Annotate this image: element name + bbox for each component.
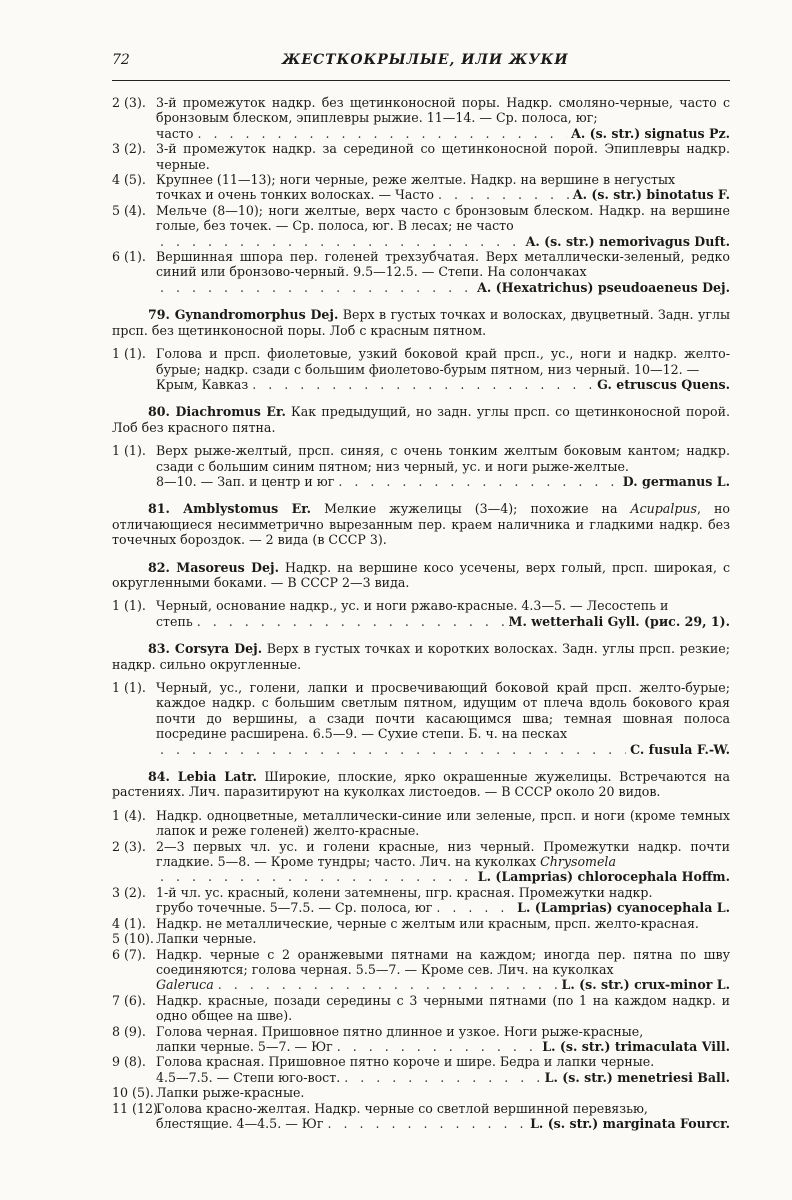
leader-dots xyxy=(160,280,473,295)
couplet-number: 1 (1). xyxy=(112,598,146,614)
couplet-text: Крупнее (11—13); ноги черные, реже желтые. Надкр. на вершине в негустых xyxy=(156,172,676,188)
taxon-prefix: блестящие. 4—4.5. — Юг xyxy=(156,1115,324,1131)
taxon-line xyxy=(156,614,730,629)
couplet-text: Верх рыже-желтый, прсп. синяя, с очень тонким желтым боковым кантом; надкр. сзади с большим синим пятном; низ черный, ус. и ноги рыже-желтые. xyxy=(156,443,730,474)
taxon-prefix: Крым, Кавказ xyxy=(156,376,249,392)
page-header xyxy=(112,52,730,72)
couplet-number: 2 (3). xyxy=(112,838,146,854)
genus-paragraph xyxy=(112,769,730,800)
couplet-text: Лапки черные. xyxy=(156,931,257,947)
taxon-prefix: Galeruca xyxy=(156,977,214,993)
genus-italic: Acupalpus xyxy=(630,501,697,517)
genus-text: Широкие, плоские, ярко окрашенные жужелицы. Встречаются на растениях. Лич. паразитируют на куколках листоедов. — В СССР около 20 видов. xyxy=(112,769,730,800)
taxon-name: A. (s. str.) binotatus F. xyxy=(572,187,730,203)
key-entry xyxy=(112,885,730,916)
key-entry xyxy=(112,346,730,392)
genus-paragraph xyxy=(112,641,730,672)
genus-text: , но отличающиеся несимметрично вырезанным пер. краем наличника и гладкими надкр. без точечных бороздок. — 2 вида (в СССР 3). xyxy=(112,501,730,548)
couplet-number: 11 (12). xyxy=(112,1100,162,1116)
key-entry xyxy=(112,1101,730,1132)
taxon-line xyxy=(156,742,730,757)
genus-text: Мелкие жужелицы (3—4); похожие на xyxy=(311,501,631,517)
leader-dots xyxy=(197,126,567,141)
couplet-text: Надкр. красные, позади середины с 3 черными пятнами (по 1 на каждом надкр. и одно общее на шве). xyxy=(156,992,730,1024)
taxon-prefix: точках и очень тонких волосках. — Часто xyxy=(156,187,434,203)
couplet-text: Черный, ус., голени, лапки и просвечивающий боковой край прсп. желто-бурые; каждое надкр. с большим светлым пятном, идущим от плеча вдоль бокового края почти до вершины, а сзади почти касающимся шва; темная шовная полоса посредине расширена. 6.5—9. — Сухие степи. Б. ч. на песках xyxy=(156,680,730,742)
taxon-line xyxy=(156,1070,730,1085)
genus-text: Как предыдущий, но задн. углы прсп. со щетинконосной порой. Лоб без красного пятна. xyxy=(112,404,730,435)
key-entry xyxy=(112,1085,730,1100)
leader-dots xyxy=(252,377,593,392)
couplet-number: 8 (9). xyxy=(112,1023,146,1039)
taxon-name: L. (s. str.) crux-minor L. xyxy=(561,977,730,993)
key-entry xyxy=(112,141,730,172)
couplet-number: 1 (1). xyxy=(112,443,146,459)
couplet-text: Лапки рыже-красные. xyxy=(156,1085,305,1101)
taxon-name: M. wetterhali Gyll. (рис. 29, 1). xyxy=(508,613,730,629)
taxon-name: A. (s. str.) nemorivagus Duft. xyxy=(525,233,730,249)
key-entry xyxy=(112,947,730,993)
genus-text: Верх в густых точках и волосках, двуцветный. Задн. углы прсп. без щетинконосной поры. Лоб с красным пятном. xyxy=(112,307,730,338)
taxon-line xyxy=(156,377,730,392)
key-entry xyxy=(112,598,730,629)
couplet-text: 1-й чл. ус. красный, колени затемнены, пгр. красная. Промежутки надкр. xyxy=(156,884,653,900)
genus-title: 81. Amblystomus Er. xyxy=(148,501,312,517)
taxon-line xyxy=(156,1039,730,1054)
couplet-number: 3 (2). xyxy=(112,141,146,157)
leader-dots xyxy=(436,900,513,915)
leader-dots xyxy=(338,474,618,489)
couplet-number: 5 (10). xyxy=(112,931,154,947)
key-entry xyxy=(112,1054,730,1085)
taxon-name: G. etruscus Quens. xyxy=(597,376,730,392)
couplet-text: Мельче (8—10); ноги желтые, верх часто с бронзовым блеском. Надкр. на вершине голые, без точек. — Ср. полоса, юг. В лесах; не часто xyxy=(156,202,730,234)
couplet-number: 1 (4). xyxy=(112,807,146,823)
couplet-text: 3-й промежуток надкр. за серединой со щетинконосной порой. Эпиплевры надкр. черные. xyxy=(156,141,730,172)
key-entry xyxy=(112,993,730,1024)
key-entry xyxy=(112,443,730,489)
couplet-number: 7 (6). xyxy=(112,992,146,1008)
taxon-line xyxy=(156,869,730,884)
taxon-line xyxy=(156,900,730,915)
couplet-number: 4 (1). xyxy=(112,915,146,931)
leader-dots xyxy=(337,1039,539,1054)
leader-dots xyxy=(160,869,474,884)
key-entry xyxy=(112,916,730,931)
leader-dots xyxy=(197,614,505,629)
key-entry xyxy=(112,95,730,141)
leader-dots xyxy=(218,977,558,992)
page-number: 72 xyxy=(112,52,130,68)
couplet-text: 2—3 первых чл. ус. и голени красные, низ черный. Промежутки надкр. почти гладкие. 5—8. — Кроме тундры; часто. Лич. на куколках xyxy=(156,838,730,870)
couplet-number: 1 (1). xyxy=(112,346,146,362)
header-rule xyxy=(112,80,730,81)
key-entry xyxy=(112,1024,730,1055)
genus-paragraph xyxy=(112,501,730,547)
couplet-number: 2 (3). xyxy=(112,95,146,110)
genus-title: 84. Lebia Latr. xyxy=(148,769,257,785)
genus-paragraph xyxy=(112,307,730,338)
couplet-text: Голова красно-желтая. Надкр. черные со светлой вершинной перевязью, xyxy=(156,1100,648,1116)
key-entry xyxy=(112,839,730,885)
taxon-name: L. (s. str.) marginata Fourcr. xyxy=(530,1115,730,1131)
couplet-number: 1 (1). xyxy=(112,680,146,695)
taxon-line xyxy=(156,126,730,141)
couplet-number: 3 (2). xyxy=(112,884,146,900)
couplet-text: Голова и прсп. фиолетовые, узкий боковой край прсп., ус., ноги и надкр. желто-бурые; надкр. сзади с большим фиолетово-бурым пятном, низ черный. 10—12. — xyxy=(156,346,730,377)
genus-title: 82. Masoreus Dej. xyxy=(148,559,279,575)
couplet-text: Голова черная. Пришовное пятно длинное и узкое. Ноги рыже-красные, xyxy=(156,1023,644,1039)
genus-text: Надкр. на вершине косо усечены, верх голый, прсп. широкая, с округленными боками. — В СССР 2—3 вида. xyxy=(112,559,730,590)
taxon-line xyxy=(156,1116,730,1131)
leader-dots xyxy=(327,1116,526,1131)
taxon-name: L. (s. str.) trimaculata Vill. xyxy=(542,1038,730,1054)
taxon-line xyxy=(156,977,730,992)
taxon-prefix: лапки черные. 5—7. — Юг xyxy=(156,1038,333,1054)
taxon-line xyxy=(156,280,730,295)
couplet-number: 6 (1). xyxy=(112,249,146,265)
couplet-text: Голова красная. Пришовное пятно короче и шире. Бедра и лапки черные. xyxy=(156,1054,655,1070)
genus-title: 83. Corsyra Dej. xyxy=(148,641,263,657)
couplet-text: Надкр. одноцветные, металлически-синие или зеленые, прсп. и ноги (кроме темных лапок и реже голеней) желто-красные. xyxy=(156,807,730,839)
key-entry xyxy=(112,808,730,839)
genus-paragraph xyxy=(112,560,730,591)
taxon-name: A. (s. str.) signatus Pz. xyxy=(571,125,730,141)
taxon-prefix: степь xyxy=(156,613,193,629)
couplet-text: Надкр. черные с 2 оранжевыми пятнами на каждом; иногда пер. пятна по шву соединяются; голова черная. 5.5—7. — Кроме сев. Лич. на куколках xyxy=(156,946,730,977)
couplet-text: Черный, основание надкр., ус. и ноги ржаво-красные. 4.3—5. — Лесостепь и xyxy=(156,598,669,614)
taxon-line xyxy=(156,187,730,202)
key-entry xyxy=(112,249,730,295)
taxon-prefix: грубо точечные. 5—7.5. — Ср. полоса, юг xyxy=(156,900,433,916)
couplet-number: 5 (4). xyxy=(112,202,146,218)
taxon-line xyxy=(156,474,730,489)
key-entry xyxy=(112,931,730,946)
couplet-number: 4 (5). xyxy=(112,172,146,188)
taxon-name: L. (s. str.) menetriesi Ball. xyxy=(544,1069,730,1085)
genus-paragraph xyxy=(112,404,730,435)
genus-text: Верх в густых точках и коротких волосках. Задн. углы прсп. резкие; надкр. сильно округленные. xyxy=(112,641,730,672)
leader-dots xyxy=(438,187,569,202)
genus-title: 80. Diachromus Er. xyxy=(148,404,286,420)
taxon-name: D. germanus L. xyxy=(622,473,730,489)
key-entry xyxy=(112,172,730,203)
couplet-text: Надкр. не металлические, черные с желтым или красным, прсп. желто-красная. xyxy=(156,915,699,931)
couplet-italic: Chrysomela xyxy=(540,854,616,870)
taxon-prefix: 4.5—7.5. — Степи юго-вост. xyxy=(156,1069,341,1085)
taxon-name: C. fusula F.-W. xyxy=(630,741,730,757)
taxon-line xyxy=(156,234,730,249)
taxon-name: L. (Lamprias) cyanocephala L. xyxy=(517,900,730,916)
genus-title: 79. Gynandromorphus Dej. xyxy=(148,307,339,323)
couplet-text: 3-й промежуток надкр. без щетинконосной поры. Надкр. смоляно-черные, часто с бронзовым блеском, эпиплевры рыжие. 11—14. — Ср. полоса, юг; xyxy=(156,95,730,126)
key-entry xyxy=(112,203,730,249)
couplet-number: 10 (5). xyxy=(112,1085,154,1101)
leader-dots xyxy=(160,234,522,249)
leader-dots xyxy=(344,1070,540,1085)
taxon-prefix: часто xyxy=(156,125,194,141)
couplet-number: 9 (8). xyxy=(112,1054,146,1070)
couplet-number: 6 (7). xyxy=(112,946,146,962)
couplet-text: Вершинная шпора пер. голеней трехзубчатая. Верх металлически-зеленый, редко синий или бронзово-черный. 9.5—12.5. — Степи. На солончаках xyxy=(156,249,730,280)
taxon-prefix: 8—10. — Зап. и центр и юг xyxy=(156,473,335,489)
running-title: ЖЕСТКОКРЫЛЫЕ, ИЛИ ЖУКИ xyxy=(282,52,569,68)
leader-dots xyxy=(160,742,626,757)
key-entry xyxy=(112,680,730,757)
taxon-name: L. (Lamprias) chlorocephala Hoffm. xyxy=(477,869,730,885)
taxon-name: A. (Hexatrichus) pseudoaeneus Dej. xyxy=(477,279,730,295)
